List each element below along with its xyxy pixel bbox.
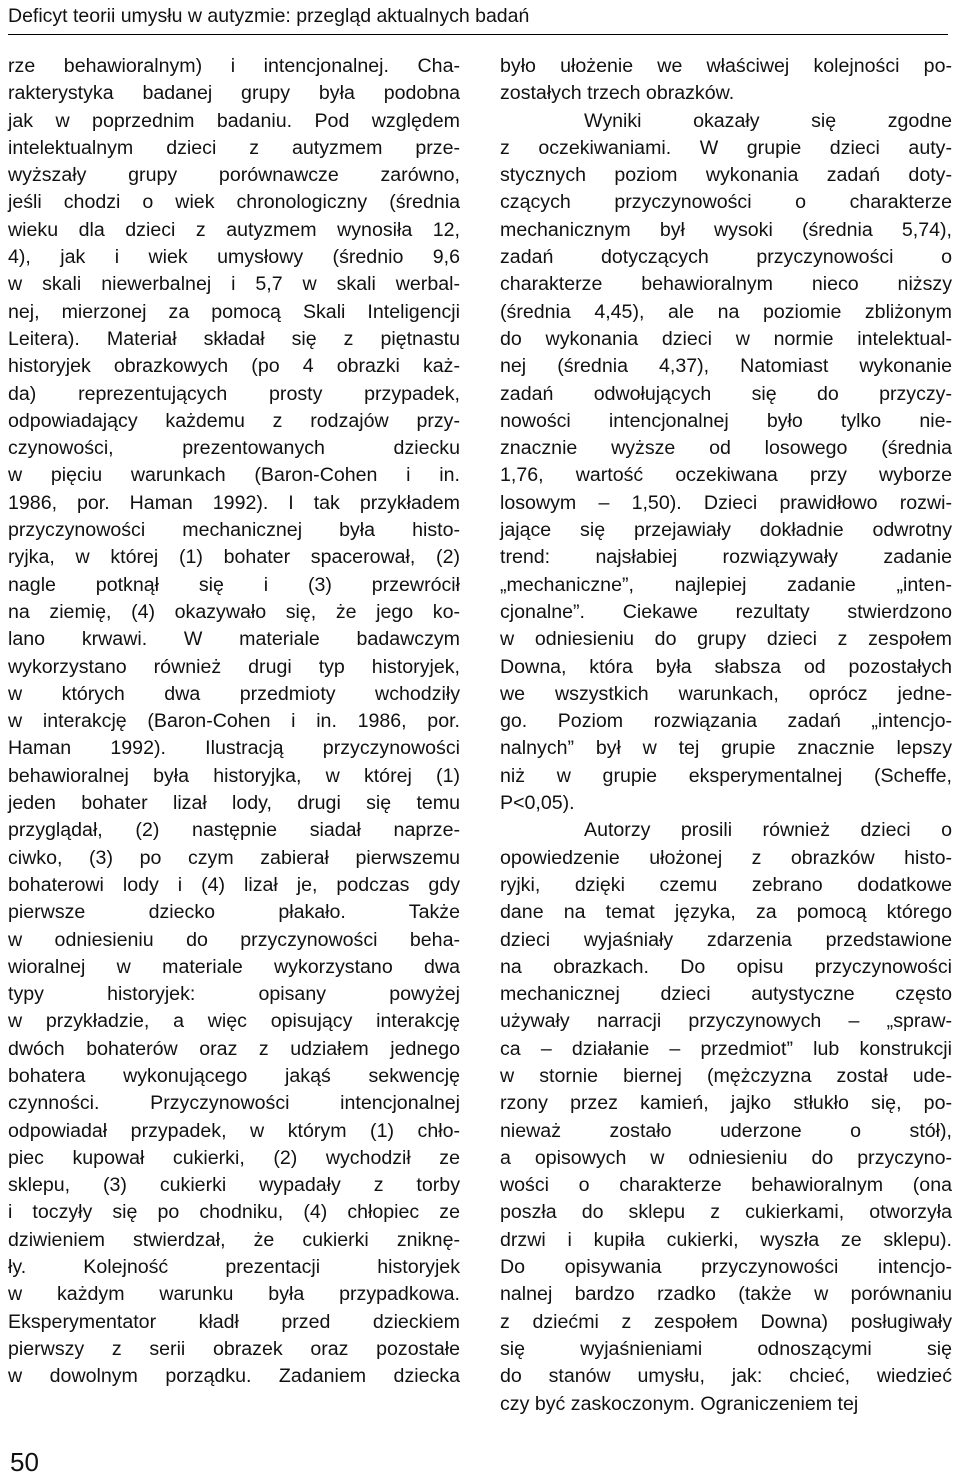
text-line: ryjki, dzięki czemu zebrano dodatkowe (500, 873, 952, 896)
text-line: w skali niewerbalnej i 5,7 w skali werbal- (8, 273, 460, 296)
text-line: stycznych poziom wykonania zadań doty- (500, 164, 952, 187)
text-line: piec kupował cukierki, (2) wychodził ze (8, 1146, 460, 1169)
text-line: dwóch bohaterów oraz z udziałem jednego (8, 1037, 460, 1060)
text-line: Downa, która była słabsza od pozostałych (500, 655, 952, 678)
text-line: dane na temat języka, za pomocą którego (500, 901, 952, 924)
text-line: w stornie biernej (mężczyzna został ude- (500, 1064, 952, 1087)
text-line: przyglądał, (2) następnie siadał naprze- (8, 819, 460, 842)
text-line: niż w grupie eksperymentalnej (Scheffe, (500, 764, 952, 787)
text-line: w odniesieniu do grupy dzieci z zespołem (500, 628, 952, 651)
text-line: w dowolnym porządku. Zadaniem dziecka (8, 1365, 460, 1388)
text-line: go. Poziom rozwiązania zadań „intencjo- (500, 710, 952, 733)
page-number: 50 (10, 1447, 39, 1477)
text-line: da) reprezentujących prosty przypadek, (8, 382, 460, 405)
text-line: dziwieniem stwierdzał, że cukierki zniknę- (8, 1228, 460, 1251)
text-line: typy historyjek: opisany powyżej (8, 983, 460, 1006)
text-line: nalnych” był w tej grupie znacznie lepszy (500, 737, 952, 760)
text-line: historyjek obrazkowych (po 4 obrazki każ- (8, 355, 460, 378)
text-line: w interakcję (Baron-Cohen i in. 1986, por. (8, 710, 460, 733)
text-line: w przykładzie, a więc opisujący interakcję (8, 1010, 460, 1033)
text-line: nej (średnia 4,37), Natomiast wykonanie (500, 355, 952, 378)
text-line: Haman 1992). Ilustracją przyczynowości (8, 737, 460, 760)
text-line: w każdym warunku była przypadkowa. (8, 1283, 460, 1306)
text-line: rakterystyka badanej grupy była podobna (8, 82, 460, 105)
text-line: się wyjaśnieniami odnoszącymi się (500, 1337, 952, 1360)
text-line: bohatera wykonującego jakąś sekwencję (8, 1064, 460, 1087)
text-line: i toczyły się po chodniku, (4) chłopiec ze (8, 1201, 460, 1224)
text-line: do stanów umysłu, jak: chcieć, wiedzieć (500, 1365, 952, 1388)
text-line: do wykonania dzieci w normie intelektual- (500, 327, 952, 350)
text-line: nowości intencjonalnej było tylko nie- (500, 409, 952, 432)
text-line: a opisowych w odniesieniu do przyczyno- (500, 1146, 952, 1169)
text-line: we wszystkich warunkach, oprócz jedne- (500, 682, 952, 705)
text-line: poszła do sklepu z cukierkami, otworzyła (500, 1201, 952, 1224)
text-line: 4), jak i wiek umysłowy (średnio 9,6 (8, 246, 460, 269)
text-line: nalnej bardzo rzadko (także w porównaniu (500, 1283, 952, 1306)
text-line: trend: najsłabiej rozwiązywały zadanie (500, 546, 952, 569)
text-line: rzony przez kamień, jajko stłukło się, po- (500, 1092, 952, 1115)
text-line: pierwsze dziecko płakało. Także (8, 901, 460, 924)
text-line: cjonalne”. Ciekawe rezultaty stwierdzono (500, 600, 952, 623)
text-column-right (500, 53, 952, 1418)
text-column-left (8, 53, 460, 1391)
text-line: na obrazkach. Do opisu przyczynowości (500, 955, 952, 978)
text-line: było ułożenie we właściwej kolejności po- (500, 55, 952, 77)
text-line: 1986, por. Haman 1992). I tak przykładem (8, 491, 460, 514)
text-line: czynności. Przyczynowości intencjonalnej (8, 1092, 460, 1115)
text-line: czy być zaskoczonym. Ograniczeniem tej (500, 1392, 859, 1415)
text-line: z oczekiwaniami. W grupie dzieci auty- (500, 136, 952, 159)
text-line: Autorzy prosili również dzieci o (584, 819, 952, 842)
text-line: losowym – 1,50). Dzieci prawidłowo rozwi- (500, 491, 952, 514)
text-line: w odniesieniu do przyczynowości beha- (8, 928, 460, 951)
text-line: nagle potknął się i (3) przewrócił (8, 573, 460, 596)
text-line: lano krwawi. W materiale badawczym (8, 628, 460, 651)
text-line: wieku dla dzieci z autyzmem wynosiła 12, (8, 218, 460, 241)
text-line: (średnia 4,45), ale na poziomie zbliżonym (500, 300, 952, 323)
running-header (8, 2, 948, 35)
text-line: behawioralnej była historyjka, w której (1) (8, 764, 460, 787)
text-line: intelektualnym dzieci z autyzmem prze- (8, 136, 460, 159)
text-line: wyższały grupy porównawcze zarówno, (8, 164, 460, 187)
text-line: P<0,05). (500, 792, 575, 815)
text-line: jające się przejawiały dokładnie odwrotny (500, 519, 952, 542)
text-line: mechanicznej dzieci autystyczne często (500, 983, 952, 1006)
text-line: jak w poprzednim badaniu. Pod względem (8, 109, 460, 132)
text-line: ryjka, w której (1) bohater spacerował, (2) (8, 546, 460, 569)
text-line: ły. Kolejność prezentacji historyjek (8, 1256, 460, 1279)
text-line: jeden bohater lizał lody, drugi się temu (8, 792, 460, 815)
text-line: charakterze behawioralnym nieco niższy (500, 273, 952, 296)
text-line: drzwi i kupiła cukierki, wyszła ze sklepu). (500, 1228, 952, 1251)
text-line: bohaterowi lody i (4) lizał je, podczas gdy (8, 873, 460, 896)
text-line: dzieci wyjaśniały zdarzenia przedstawione (500, 928, 952, 951)
text-line: w których dwa przedmioty wchodziły (8, 682, 460, 705)
text-line: nieważ zostało uderzone o stół), (500, 1119, 952, 1142)
text-line: w pięciu warunkach (Baron-Cohen i in. (8, 464, 460, 487)
text-line: mechanicznym był wysoki (średnia 5,74), (500, 218, 952, 241)
running-header-title: Deficyt teorii umysłu w autyzmie: przegląd aktualnych badań (8, 5, 530, 27)
text-line: pierwszy z serii obrazek oraz pozostałe (8, 1337, 460, 1360)
text-line: Do opisywania przyczynowości intencjo- (500, 1256, 952, 1279)
text-line: 1,76, wartość oczekiwana przy wyborze (500, 464, 952, 487)
text-line: wykorzystano również drugi typ historyjek, (8, 655, 460, 678)
text-line: czących przyczynowości o charakterze (500, 191, 952, 214)
text-line: zostałych trzech obrazków. (500, 82, 735, 105)
text-line: przyczynowości mechanicznej była histo- (8, 519, 460, 542)
text-line: nej, mierzonej za pomocą Skali Inteligencji (8, 300, 460, 323)
text-line: jeśli chodzi o wiek chronologiczny (średnia (8, 191, 460, 214)
text-line: „mechaniczne”, najlepiej zadanie „inten- (500, 573, 952, 596)
text-line: odpowiadający każdemu z rodzajów przy- (8, 409, 460, 432)
text-line: czynowości, prezentowanych dziecku (8, 437, 460, 460)
text-line: z dziećmi z zespołem Downa) posługiwały (500, 1310, 952, 1333)
text-line: zadań dotyczących przyczynowości o (500, 246, 952, 269)
text-line: wości o charakterze behawioralnym (ona (500, 1174, 952, 1197)
text-line: Wyniki okazały się zgodne (584, 109, 952, 132)
text-line: opowiedzenie ułożonej z obrazków histo- (500, 846, 952, 869)
text-line: sklepu, (3) cukierki wypadały z torby (8, 1174, 460, 1197)
text-line: rze behawioralnym) i intencjonalnej. Cha- (8, 55, 460, 77)
text-line: znacznie wyższe od losowego (średnia (500, 437, 952, 460)
text-line: zadań odwołujących się do przyczy- (500, 382, 952, 405)
text-line: Eksperymentator kładł przed dzieckiem (8, 1310, 460, 1333)
text-line: używały narracji przyczynowych – „spraw- (500, 1010, 952, 1033)
text-line: ciwko, (3) po czym zabierał pierwszemu (8, 846, 460, 869)
text-line: na ziemię, (4) okazywało się, że jego ko- (8, 600, 460, 623)
text-line: Leitera). Materiał składał się z piętnastu (8, 327, 460, 350)
text-line: wioralnej w materiale wykorzystano dwa (8, 955, 460, 978)
text-line: ca – działanie – przedmiot” lub konstrukcji (500, 1037, 952, 1060)
text-line: odpowiadał przypadek, w którym (1) chło- (8, 1119, 460, 1142)
